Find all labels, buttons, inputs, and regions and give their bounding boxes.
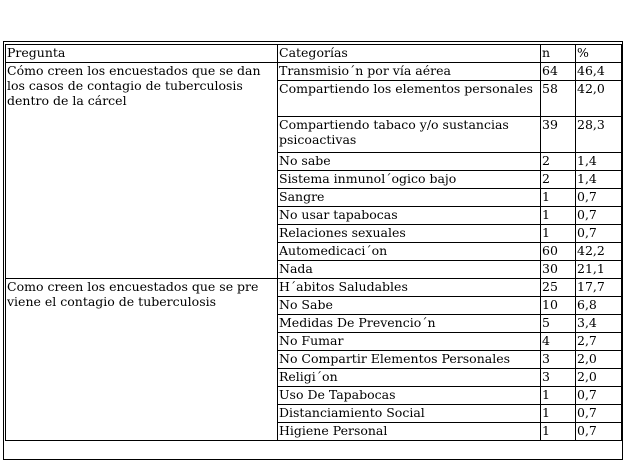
question-cell: Cómo creen los encuestados que se dan los casos de contagio de tuberculosis dentro de la cárcel [6,63,278,279]
n-cell: 1 [541,423,576,441]
category-cell: Nada [278,261,541,279]
survey-table [5,44,622,441]
n-cell: 2 [541,153,576,171]
category-cell: Uso De Tapabocas [278,387,541,405]
category-cell: Medidas De Prevencio´n [278,315,541,333]
header-pregunta: Pregunta [6,45,278,63]
header-categorias: Categorías [278,45,541,63]
n-cell: 58 [541,81,576,117]
pct-cell: 0,7 [576,405,622,423]
n-cell: 1 [541,405,576,423]
category-cell: Distanciamiento Social [278,405,541,423]
pct-cell: 0,7 [576,189,622,207]
header-row [6,45,622,63]
n-cell: 1 [541,207,576,225]
category-cell: No Fumar [278,333,541,351]
n-cell: 1 [541,225,576,243]
category-cell: Sangre [278,189,541,207]
pct-cell: 2,0 [576,369,622,387]
category-cell: Sistema inmunol´ogico bajo [278,171,541,189]
pct-cell: 1,4 [576,171,622,189]
category-cell: Automedicaci´on [278,243,541,261]
pct-cell: 2,0 [576,351,622,369]
n-cell: 2 [541,171,576,189]
category-cell: Compartiendo tabaco y/o sustancias psicoactivas [278,117,541,153]
category-cell: H´abitos Saludables [278,279,541,297]
n-cell: 10 [541,297,576,315]
n-cell: 1 [541,189,576,207]
header-pct: % [576,45,622,63]
table-row [6,279,622,297]
pct-cell: 46,4 [576,63,622,81]
pct-cell: 0,7 [576,225,622,243]
category-cell: Higiene Personal [278,423,541,441]
n-cell: 3 [541,369,576,387]
n-cell: 25 [541,279,576,297]
pct-cell: 6,8 [576,297,622,315]
pct-cell: 0,7 [576,207,622,225]
category-cell: No Sabe [278,297,541,315]
category-cell: No sabe [278,153,541,171]
category-cell: Transmisio´n por vía aérea [278,63,541,81]
header-n: n [541,45,576,63]
pct-cell: 42,2 [576,243,622,261]
pct-cell: 0,7 [576,423,622,441]
pct-cell: 17,7 [576,279,622,297]
pct-cell: 1,4 [576,153,622,171]
category-cell: Relaciones sexuales [278,225,541,243]
category-cell: Religi´on [278,369,541,387]
pct-cell: 28,3 [576,117,622,153]
n-cell: 4 [541,333,576,351]
pct-cell: 3,4 [576,315,622,333]
question-cell: Como creen los encuestados que se pre viene el contagio de tuberculosis [6,279,278,441]
n-cell: 1 [541,387,576,405]
category-cell: Compartiendo los elementos personales [278,81,541,117]
n-cell: 64 [541,63,576,81]
pct-cell: 0,7 [576,387,622,405]
category-cell: No Compartir Elementos Personales [278,351,541,369]
n-cell: 3 [541,351,576,369]
n-cell: 60 [541,243,576,261]
pct-cell: 21,1 [576,261,622,279]
pct-cell: 2,7 [576,333,622,351]
n-cell: 5 [541,315,576,333]
category-cell: No usar tapabocas [278,207,541,225]
pct-cell: 42,0 [576,81,622,117]
table-row [6,63,622,81]
n-cell: 30 [541,261,576,279]
n-cell: 39 [541,117,576,153]
